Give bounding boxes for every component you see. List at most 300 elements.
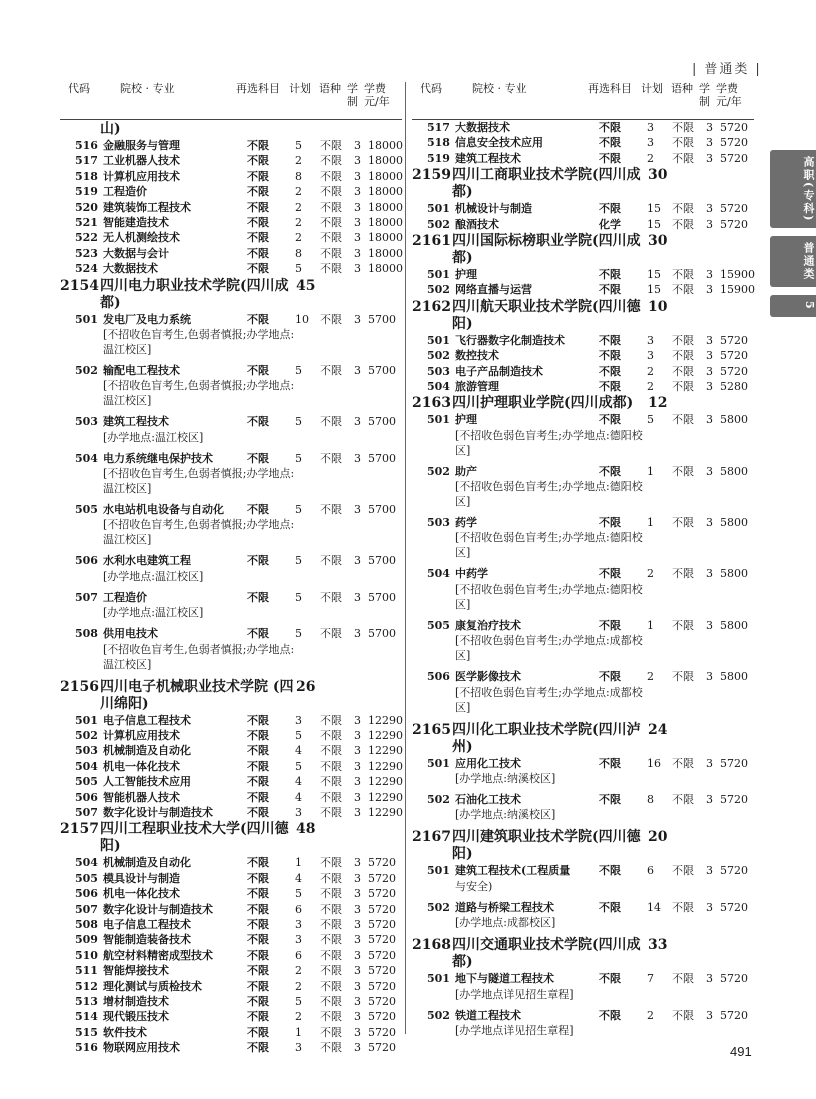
major-name: 建筑工程技术 <box>103 415 169 429</box>
major-row <box>60 790 402 805</box>
left-column <box>60 80 402 1055</box>
major-row <box>60 184 402 199</box>
major-code: 503 <box>427 364 450 378</box>
major-plan: 2 <box>647 1008 654 1022</box>
major-name: 酿酒技术 <box>455 217 499 231</box>
major-row <box>60 948 402 963</box>
major-subject: 不限 <box>247 902 269 916</box>
major-name: 机械制造及自动化 <box>103 744 191 758</box>
major-plan: 5 <box>295 415 302 429</box>
major-row <box>60 312 402 327</box>
major-years: 3 <box>706 756 713 770</box>
school-heading <box>60 679 402 713</box>
major-fee: 18000 <box>368 154 403 168</box>
major-fee: 15900 <box>720 267 755 281</box>
major-years: 3 <box>706 267 713 281</box>
school-heading <box>412 167 754 201</box>
school-plan: 10 <box>648 298 668 315</box>
major-row <box>60 502 402 517</box>
major-row <box>412 135 754 150</box>
major-name: 金融服务与管理 <box>103 139 180 152</box>
school-name: 四川航天职业技术学院(四川德阳) <box>452 298 641 332</box>
major-name: 电力系统继电保护技术 <box>103 451 213 465</box>
side-tab-category: 普通类 <box>770 236 816 287</box>
school-heading <box>412 937 754 971</box>
major-fee: 5720 <box>720 364 748 378</box>
major-years: 3 <box>706 900 713 914</box>
major-years: 3 <box>354 627 361 641</box>
major-lang: 不限 <box>672 136 694 150</box>
major-years: 3 <box>706 283 713 297</box>
major-row <box>60 153 402 168</box>
header-lang: 语种 <box>671 82 693 95</box>
header-school-major: 院校 · 专业 <box>472 82 527 95</box>
major-lang: 不限 <box>672 1008 694 1022</box>
major-row <box>60 626 402 641</box>
major-plan: 5 <box>295 759 302 773</box>
major-row <box>60 363 402 378</box>
major-note: [办学地点:成都校区] <box>455 916 556 930</box>
header-school-major: 院校 · 专业 <box>120 82 175 95</box>
major-subject: 不限 <box>247 246 269 260</box>
major-name: 无人机测绘技术 <box>103 231 180 245</box>
major-row <box>60 855 402 870</box>
major-plan: 15 <box>647 283 661 297</box>
major-name: 护理 <box>455 267 477 281</box>
major-code: 517 <box>75 154 98 168</box>
major-name: 供用电技术 <box>103 627 158 641</box>
side-tab-level: 高职(专科) <box>770 150 816 228</box>
school-plan: 48 <box>296 821 316 838</box>
major-note: [不招收色弱色盲考生;办学地点:德阳校区] <box>455 582 643 611</box>
major-name: 康复治疗技术 <box>455 618 521 632</box>
major-code: 502 <box>427 900 450 914</box>
major-plan: 3 <box>295 805 302 819</box>
school-plan: 24 <box>648 721 668 738</box>
major-row <box>60 728 402 743</box>
major-name: 智能建造技术 <box>103 215 169 229</box>
major-name: 数控技术 <box>455 349 499 363</box>
major-years: 3 <box>706 379 713 393</box>
major-name: 机电一体化技术 <box>103 759 180 773</box>
major-lang: 不限 <box>672 793 694 807</box>
major-name: 信息安全技术应用 <box>455 136 543 150</box>
major-lang: 不限 <box>320 729 342 743</box>
right-list <box>412 120 754 1044</box>
major-code: 511 <box>75 964 98 978</box>
major-years: 3 <box>354 994 361 1008</box>
major-subject: 不限 <box>599 136 621 150</box>
right-column <box>412 80 754 1044</box>
major-fee: 5800 <box>720 567 748 581</box>
header-plan: 计划 <box>289 82 311 95</box>
major-name: 数字化设计与制造技术 <box>103 805 213 819</box>
major-code: 502 <box>75 363 98 377</box>
major-name: 电子产品制造技术 <box>455 364 543 378</box>
major-name: 建筑工程技术(工程质量 <box>455 864 571 878</box>
major-fee: 18000 <box>368 185 403 199</box>
major-fee: 5720 <box>720 136 748 150</box>
major-fee: 5720 <box>720 217 748 231</box>
major-code: 524 <box>75 262 98 276</box>
major-code: 522 <box>75 231 98 245</box>
major-name: 助产 <box>455 464 477 478</box>
major-lang: 不限 <box>320 1025 342 1039</box>
major-row <box>60 261 402 276</box>
major-plan: 8 <box>295 246 302 260</box>
major-name: 机电一体化技术 <box>103 887 180 901</box>
school-code: 2167 <box>412 829 451 846</box>
major-fee: 5800 <box>720 516 748 530</box>
major-code: 506 <box>75 554 98 568</box>
header-code: 代码 <box>68 82 90 95</box>
major-name: 工业机器人技术 <box>103 154 180 168</box>
major-name: 石油化工技术 <box>455 793 521 807</box>
major-fee: 5720 <box>368 871 396 885</box>
major-note: [不招收色盲考生,色弱者慎报;办学地点:温江校区] <box>103 467 295 496</box>
major-fee: 5720 <box>368 902 396 916</box>
major-years: 3 <box>706 864 713 878</box>
row-gap <box>412 822 754 828</box>
school-heading <box>60 278 402 312</box>
major-lang: 不限 <box>320 917 342 931</box>
major-subject: 不限 <box>247 185 269 199</box>
major-code: 502 <box>427 217 450 231</box>
major-note: [办学地点:温江校区] <box>103 430 204 444</box>
page-number: 491 <box>730 1044 752 1059</box>
header-subject: 再选科目 <box>236 82 280 95</box>
major-code: 510 <box>75 948 98 962</box>
major-subject: 不限 <box>599 864 621 878</box>
major-plan: 15 <box>647 202 661 216</box>
major-subject: 不限 <box>247 554 269 568</box>
major-row <box>412 900 754 915</box>
major-fee: 12290 <box>368 759 403 773</box>
row-gap <box>412 715 754 721</box>
major-fee: 5720 <box>368 948 396 962</box>
major-subject: 不限 <box>247 1025 269 1039</box>
major-name: 旅游管理 <box>455 379 499 393</box>
major-row <box>412 756 754 771</box>
major-row <box>60 246 402 261</box>
left-list <box>60 121 402 1055</box>
school-code: 2156 <box>60 678 99 695</box>
major-plan: 8 <box>647 793 654 807</box>
major-lang: 不限 <box>672 464 694 478</box>
major-fee: 18000 <box>368 231 403 245</box>
major-fee: 5700 <box>368 415 396 429</box>
major-subject: 不限 <box>247 627 269 641</box>
major-fee: 5720 <box>368 856 396 870</box>
major-fee: 5720 <box>720 349 748 363</box>
major-row <box>412 282 754 297</box>
major-plan: 2 <box>647 379 654 393</box>
major-note: [不招收色弱色盲考生;办学地点:德阳校区] <box>455 480 643 509</box>
major-years: 3 <box>706 516 713 530</box>
major-name: 人工智能技术应用 <box>103 775 191 789</box>
major-years: 3 <box>354 246 361 260</box>
major-years: 3 <box>354 503 361 517</box>
major-years: 3 <box>354 312 361 326</box>
major-plan: 1 <box>295 856 302 870</box>
major-plan: 6 <box>295 948 302 962</box>
major-plan: 4 <box>295 775 302 789</box>
major-years: 3 <box>354 262 361 276</box>
school-heading-continued <box>60 121 402 138</box>
major-lang: 不限 <box>320 246 342 260</box>
major-fee: 5720 <box>720 900 748 914</box>
major-code: 514 <box>75 1010 98 1024</box>
major-years: 3 <box>354 790 361 804</box>
major-note: [不招收色弱色盲考生;办学地点:成都校区] <box>455 685 643 714</box>
major-subject: 不限 <box>247 887 269 901</box>
major-name: 中药学 <box>455 567 488 581</box>
side-tabs <box>770 150 816 325</box>
major-plan: 8 <box>295 169 302 183</box>
major-name: 智能焊接技术 <box>103 964 169 978</box>
major-name: 建筑装饰工程技术 <box>103 200 191 214</box>
major-name: 机械设计与制造 <box>455 202 532 216</box>
major-fee: 5720 <box>720 864 748 878</box>
school-code: 2157 <box>60 821 99 838</box>
major-row <box>412 792 754 807</box>
major-row <box>412 217 754 232</box>
major-years: 3 <box>354 185 361 199</box>
major-years: 3 <box>706 567 713 581</box>
major-row <box>60 1040 402 1055</box>
school-name: 四川交通职业技术学院(四川成都) <box>452 937 641 971</box>
major-plan: 2 <box>647 151 654 165</box>
major-lang: 不限 <box>672 379 694 393</box>
major-years: 3 <box>354 917 361 931</box>
major-row <box>412 201 754 216</box>
major-lang: 不限 <box>320 503 342 517</box>
major-code: 505 <box>427 618 450 632</box>
column-divider <box>405 82 406 1034</box>
major-name: 电子信息工程技术 <box>103 713 191 727</box>
major-fee: 5720 <box>368 979 396 993</box>
major-plan: 5 <box>295 887 302 901</box>
major-subject: 不限 <box>247 363 269 377</box>
major-row <box>60 451 402 466</box>
school-name: 四川国际标榜职业学院(四川成都) <box>452 232 641 266</box>
major-code: 505 <box>75 503 98 517</box>
major-code: 504 <box>427 567 450 581</box>
major-row <box>60 994 402 1009</box>
major-name: 大数据与会计 <box>103 246 169 260</box>
school-name: 四川建筑职业技术学院(四川德阳) <box>452 829 641 863</box>
school-plan: 33 <box>648 937 668 954</box>
major-lang: 不限 <box>672 217 694 231</box>
major-name: 工程造价 <box>103 590 147 604</box>
major-subject: 不限 <box>247 1041 269 1055</box>
major-plan: 5 <box>647 413 654 427</box>
major-lang: 不限 <box>672 864 694 878</box>
school-plan: 30 <box>648 167 668 184</box>
major-lang: 不限 <box>320 933 342 947</box>
major-lang: 不限 <box>320 994 342 1008</box>
major-subject: 不限 <box>599 121 621 134</box>
row-gap <box>60 672 402 678</box>
major-fee: 5720 <box>720 972 748 986</box>
major-row <box>412 333 754 348</box>
major-fee: 5720 <box>368 964 396 978</box>
major-row <box>60 713 402 728</box>
major-code: 508 <box>75 627 98 641</box>
major-fee: 5700 <box>368 363 396 377</box>
major-code: 506 <box>75 887 98 901</box>
school-name: 山) <box>100 121 121 137</box>
major-years: 3 <box>354 451 361 465</box>
major-code: 505 <box>75 871 98 885</box>
major-subject: 不限 <box>247 312 269 326</box>
major-fee: 5700 <box>368 503 396 517</box>
major-row <box>60 1009 402 1024</box>
major-plan: 3 <box>647 349 654 363</box>
major-years: 3 <box>706 217 713 231</box>
major-plan: 3 <box>647 333 654 347</box>
major-fee: 5720 <box>720 1008 748 1022</box>
major-lang: 不限 <box>320 979 342 993</box>
major-code: 519 <box>427 151 450 165</box>
major-subject: 不限 <box>247 1010 269 1024</box>
major-code: 503 <box>75 744 98 758</box>
major-years: 3 <box>354 363 361 377</box>
major-fee: 18000 <box>368 200 403 214</box>
major-lang: 不限 <box>672 364 694 378</box>
major-fee: 5800 <box>720 618 748 632</box>
major-fee: 5720 <box>368 1041 396 1055</box>
major-code: 507 <box>75 590 98 604</box>
major-lang: 不限 <box>672 516 694 530</box>
major-subject: 不限 <box>247 759 269 773</box>
major-subject: 不限 <box>247 744 269 758</box>
major-code: 501 <box>427 202 450 216</box>
major-lang: 不限 <box>672 202 694 216</box>
major-lang: 不限 <box>672 618 694 632</box>
major-years: 3 <box>354 775 361 789</box>
major-subject: 不限 <box>247 451 269 465</box>
major-subject: 不限 <box>247 231 269 245</box>
major-subject: 不限 <box>599 151 621 165</box>
major-plan: 5 <box>295 729 302 743</box>
major-plan: 6 <box>647 864 654 878</box>
major-row <box>60 805 402 820</box>
major-plan: 5 <box>295 363 302 377</box>
school-name: 四川电子机械职业技术学院 (四川绵阳) <box>100 678 294 712</box>
major-fee: 5800 <box>720 464 748 478</box>
major-subject: 不限 <box>599 364 621 378</box>
major-lang: 不限 <box>320 312 342 326</box>
school-plan: 26 <box>296 678 316 695</box>
major-subject: 不限 <box>247 415 269 429</box>
school-name: 四川工商职业技术学院(四川成都) <box>452 167 641 201</box>
major-fee: 18000 <box>368 139 403 152</box>
major-plan: 10 <box>295 312 309 326</box>
school-plan: 12 <box>648 395 668 412</box>
major-row <box>412 863 754 878</box>
major-years: 3 <box>706 793 713 807</box>
major-subject: 不限 <box>599 670 621 684</box>
major-fee: 15900 <box>720 283 755 297</box>
school-code: 2162 <box>412 298 451 315</box>
major-lang: 不限 <box>320 590 342 604</box>
major-lang: 不限 <box>320 713 342 727</box>
major-fee: 5720 <box>368 917 396 931</box>
school-name: 四川化工职业技术学院(四川泸州) <box>452 721 641 755</box>
header-years: 学 制 <box>347 82 358 108</box>
major-years: 3 <box>706 136 713 150</box>
major-row <box>412 515 754 530</box>
major-code: 501 <box>75 713 98 727</box>
major-plan: 5 <box>295 554 302 568</box>
major-code: 513 <box>75 994 98 1008</box>
header-plan: 计划 <box>641 82 663 95</box>
major-fee: 5720 <box>368 933 396 947</box>
major-subject: 不限 <box>247 154 269 168</box>
major-code: 501 <box>427 756 450 770</box>
major-row <box>412 364 754 379</box>
major-plan: 6 <box>295 902 302 916</box>
major-lang: 不限 <box>320 902 342 916</box>
major-subject: 不限 <box>599 379 621 393</box>
major-plan: 15 <box>647 267 661 281</box>
major-row <box>60 871 402 886</box>
section-label: | 普通类 | <box>686 58 768 77</box>
major-plan: 15 <box>647 217 661 231</box>
major-plan: 2 <box>647 670 654 684</box>
major-row <box>60 414 402 429</box>
major-years: 3 <box>706 1008 713 1022</box>
major-note: [不招收色盲考生,色弱者慎报;办学地点:温江校区] <box>103 518 295 547</box>
major-years: 3 <box>354 964 361 978</box>
major-lang: 不限 <box>672 121 694 134</box>
major-lang: 不限 <box>320 451 342 465</box>
major-name: 输配电工程技术 <box>103 363 180 377</box>
major-years: 3 <box>354 871 361 885</box>
major-lang: 不限 <box>672 267 694 281</box>
major-years: 3 <box>354 415 361 429</box>
major-subject: 不限 <box>599 283 621 297</box>
school-heading <box>412 395 754 412</box>
major-code: 501 <box>75 312 98 326</box>
major-subject: 不限 <box>599 793 621 807</box>
major-plan: 5 <box>295 994 302 1008</box>
major-row <box>60 215 402 230</box>
major-code: 516 <box>75 1041 98 1055</box>
major-fee: 18000 <box>368 169 403 183</box>
major-years: 3 <box>706 464 713 478</box>
major-subject: 不限 <box>247 790 269 804</box>
major-note: [办学地点:纳溪校区] <box>455 772 556 786</box>
major-note: [不招收色弱色盲考生;办学地点:德阳校区] <box>455 531 643 560</box>
major-row <box>60 553 402 568</box>
major-name: 智能机器人技术 <box>103 790 180 804</box>
major-subject: 不限 <box>247 964 269 978</box>
major-plan: 2 <box>295 231 302 245</box>
major-plan: 14 <box>647 900 661 914</box>
major-plan: 2 <box>647 364 654 378</box>
major-plan: 3 <box>295 917 302 931</box>
major-subject: 不限 <box>247 948 269 962</box>
major-fee: 5720 <box>720 333 748 347</box>
major-row <box>412 412 754 427</box>
major-note: [不招收色盲考生,色弱者慎报;办学地点:温江校区] <box>103 327 295 356</box>
major-code: 504 <box>75 759 98 773</box>
major-row <box>412 379 754 394</box>
major-name: 软件技术 <box>103 1025 147 1039</box>
major-fee: 12290 <box>368 775 403 789</box>
